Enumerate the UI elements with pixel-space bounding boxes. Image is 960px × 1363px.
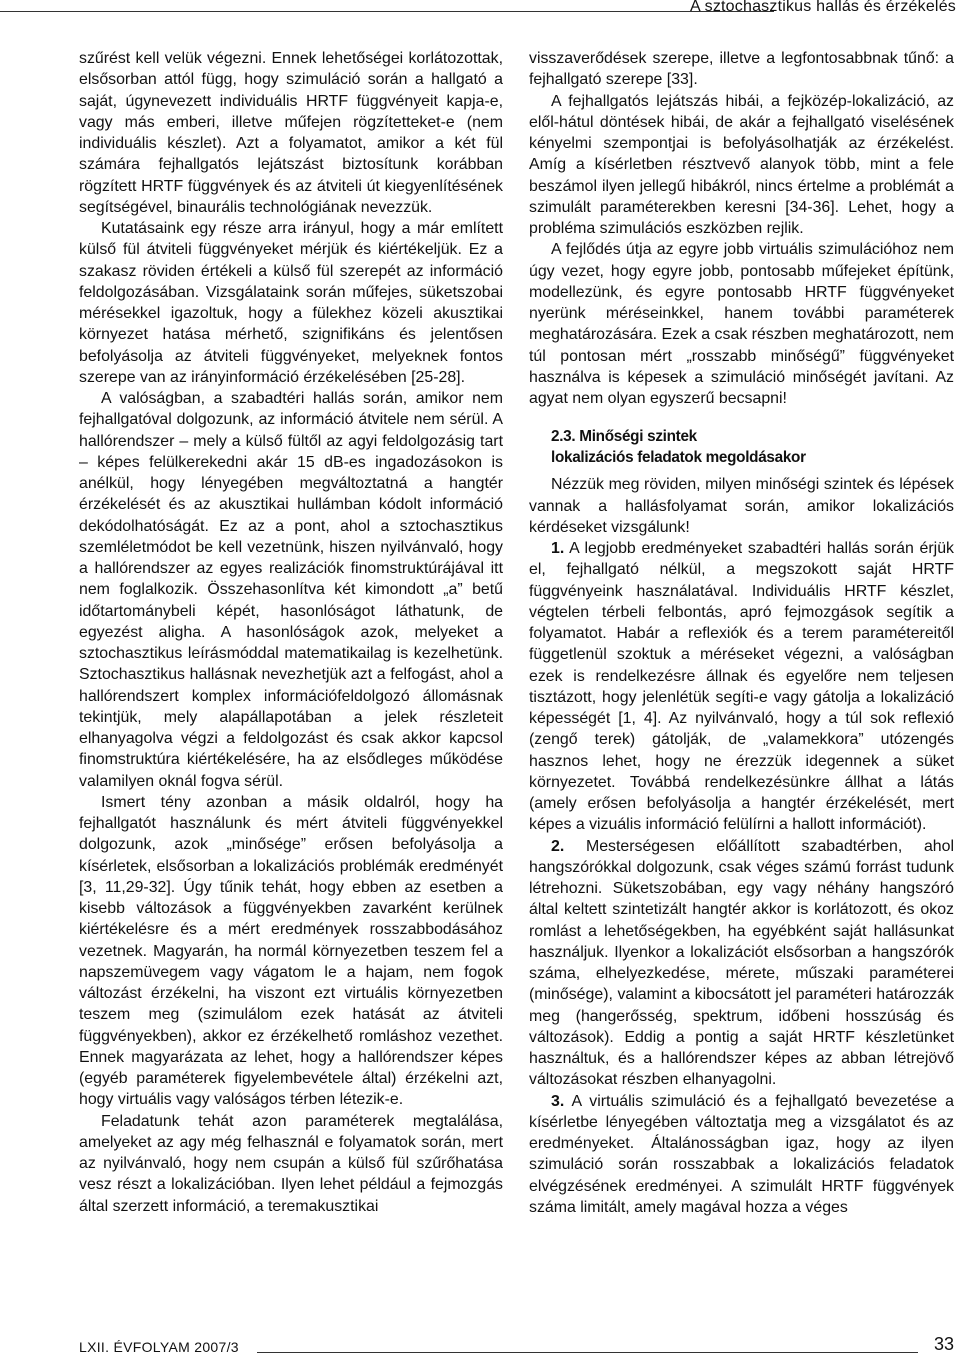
section-heading [551,426,954,468]
paragraph: Kutatásaink egy része arra irányul, hogy a már említett külső fül átviteli függvényeket mérjük és kiértékeljük. Ez a szakasz röviden értékeli a külső fül szerepét az információ feldolgozásában. Vizsgálataink során műfejes, süketszobai mérésekkel igazoltuk, hogy a fülekhez közeli akusztikai környezet hatása mérhető, szignifikáns és jelentősen befolyásolja az átviteli függvényeket, melyeknek fontos szerepe van az irányinformáció érzékelésében [25-28]. [79,220,503,386]
section-number: 2.3. [551,428,576,446]
paragraph: szűrést kell velük végezni. Ennek lehetőségei korlátozottak, elsősorban attól függ, hogy szimuláció során a hallgató a saját, úgynevezett individuális HRTF függvényeit kapja-e, vagy más emberi, illetve műfejen rögzítetteket-e (nem individuális készlet). Azt a folyamatot, amikor a két fül számára fejhallgatós lejátszást biztosítunk korábban rögzített HRTF függvények és az átviteli út kiegyenlítésének segítségével, binaurális technológiának nevezzük. [79,50,503,216]
section-title-line2: lokalizációs feladatok megoldásakor [551,449,806,467]
paragraph: Nézzük meg röviden, milyen minőségi szintek és lépések vannak a hallásfolyamat során, amikor lokalizációs kérdéseket vizsgálunk! [529,476,954,536]
item-number: 3. [551,1092,565,1110]
running-header [0,0,960,24]
paragraph: A fejlődés útja az egyre jobb virtuális szimulációhoz nem úgy vezet, hogy egyre jobb, pontosabb műfejeket építünk, modellezünk, és egyre pontosabb HRTF függvényeket nyerünk méréseinkkel, hanem további paraméterek meghatározására. Ezek a csak részben meghatározott, nem túl pontosan mért „rosszabb minőségű” függvényeket használva is képesek a szimuláció minőségét javítani. Az agyat nem olyan egyszerű becsapni! [529,241,954,407]
right-column [529,48,954,1218]
paragraph: A fejhallgatós lejátszás hibái, a fejközép-lokalizáció, az elől-hátul döntések hibái, de akár a fejhallgató viselésének kényelmi szempontjai is befolyásolhatják az érzékelést. Amíg a kísérletben résztvevő alanyok több, mint a fele beszámol ilyen jellegű hibákról, nincs értelme a problémát a szimulált paraméterekben keresni [34-36]. Lehet, hogy a probléma szimulációs eszközben rejlik. [529,92,954,237]
item-text: A virtuális szimuláció és a fejhallgató bevezetése a kísérletbe lényegében változtatja meg a vizsgálatot és az eredményeket. Általánosságban igaz, hogy az ilyen szimuláció során rosszabbak a lokalizációs feladatok elvégzésének eredményei. A szimulált HRTF függvények száma limitált, amely magával hozza a véges [529,1092,954,1216]
paragraph: Ismert tény azonban a másik oldalról, hogy ha fejhallgatót használunk és mért átviteli függvényekkel dolgozunk, azok „minősége” erősen befolyásolja a kísérletek, elsősorban a lokalizációs problémák eredményét [3, 11,29-32]. Úgy tűnik tehát, hogy ebben az esetben a kisebb változások a függvényekben zavarként kerülnek kiértékelésre és a mért eredmények rosszabbodásához vezetnek. Magyarán, ha normál környezetben teszem fel a napszemüvegem vagy vágatom le a hajam, nem fogok változást érzékelni, ha viszont ezt virtuális környezetben teszem meg (szimulálom ezek hatását az átviteli függvényekben), akkor ez érzékelhető romláshoz vezethet. Ennek magyarázata az lehet, hogy a hallórendszer képes (egyéb paraméterek figyelembevétele által) érzékelni azt, hogy virtuális vagy valóságos térben létezik-e. [79,793,503,1109]
page-footer [79,1336,954,1358]
item-number: 1. [551,540,565,557]
page-number: 33 [933,1334,954,1354]
running-header-title: A sztochasztikus hallás és érzékelés [690,0,956,15]
item-text: A legjobb eredményeket szabadtéri hallás során érjük el, fejhallgató nélkül, a megszokott saját HRTF függvényeink használatával. Individuális HRTF készlet, végtelen térbeli felbontás, apró fejmozgások segítik a folyamatot. Habár a reflexiók és a terem paramétereitől függetlenül szoktuk a méréseket végezni, a valóságban ezek is rendelkezésre állnak és egyelőre nem teljesen tisztázott, hogy jelenlétük segíti-e vagy gátolja a lokalizáció képességét [1, 4]. Az nyilvánvaló, hogy a túl sok reflexió (zengő terek) gátolják, de „valamekkora” utózengés hasznos lehet, hogy ne érezzük idegennek a süket környezetet. Továbbá rendelkezésünkre állhat a látás (amely erősen befolyásolja a hangtér érzékelését, mert képes a vizuális információ felülírni a hallott információt). [529,540,954,834]
header-rule [0,11,774,12]
numbered-item [529,1091,954,1219]
paragraph: visszaverődések szerepe, illetve a legfontosabbnak tűnő: a fejhallgató szerepe [33]. [529,50,954,89]
paragraph: A valóságban, a szabadtéri hallás során, amikor nem fejhallgatóval dolgozunk, az információ átvitele nem sérül. A hallórendszer – mely a külső fültől az agyi feldolgozásig tart – képes felülkerekedni akár 15 dB-es ingadozásokon is anélkül, hogy lényegében megváltoztatná a hangtér érzékelését és az akusztikai hullámban kódolt információ dekódolhatóságát. Ez az a pont, ahol a sztochasztikus szemléletmódot be kell vezetnünk, hiszen nyilvánvaló, hogy a hallórendszer az egyes realizációk finomstruktúrájával itt nem foglalkozik. Összehasonlítva két kimondott „a” betű időtartománybeli képét, hasonlóságot láthatunk, de egyezést aligha. A hasonlóságok azok, melyeket a sztochasztikus leírásmóddal matematikailag is kezelhetünk. Sztochasztikus hallásnak nevezhetjük azt a felfogást, ahol a hallórendszert komplex információfeldolgozó állomásnak tekintjük, mely alapállapotában a jelek részleteit elhanyagolva végzi a feldolgozást és csak akkor kapcsol finomstruktúra kiértékelésére, ha az elsődleges működése valamilyen oknál fogva sérül. [79,390,503,790]
item-number: 2. [551,837,565,855]
journal-issue: LXII. ÉVFOLYAM 2007/3 [79,1339,239,1355]
numbered-item [529,836,954,1091]
paragraph: Feladatunk tehát azon paraméterek megtalálása, amelyeket az agy még felhasznál e folyamatok során, mert az nyilvánvaló, hogy nem csupán a külső fül szűrőhatása vesz részt a lokalizációban. Ilyen lehet például a fejmozgás által szerzett információ, a teremakusztikai [79,1112,503,1215]
item-text: Mesterségesen előállított szabadtérben, ahol hangszórókkal dolgozunk, csak véges számú forrást tudunk létrehozni. Süketszobában, egy vagy néhány hangszóró által keltett szintetizált hangtér akkor is korlátozott, és okoz romlást a lehetőségekben, ha egyébként saját hallásunkat használjuk. Ilyenkor a lokalizációt elsősorban a hangszórók száma, elhelyezkedése, mérete, műszaki paraméterei (minősége), valamint a kibocsátott jel paraméteri határozzák meg (hangerősség, spektrum, időbeni hosszúság és változások). Eddig a pontig a saját HRTF készletünket használtuk, és a hallórendszer képes az abban létrejövő változásokat részben elhanyagolni. [529,837,954,1089]
numbered-item [529,538,954,836]
footer-rule [257,1352,918,1353]
section-heading-line1 [551,426,954,447]
left-column [79,48,503,1217]
section-title-line1: Minőségi szintek [579,428,697,446]
